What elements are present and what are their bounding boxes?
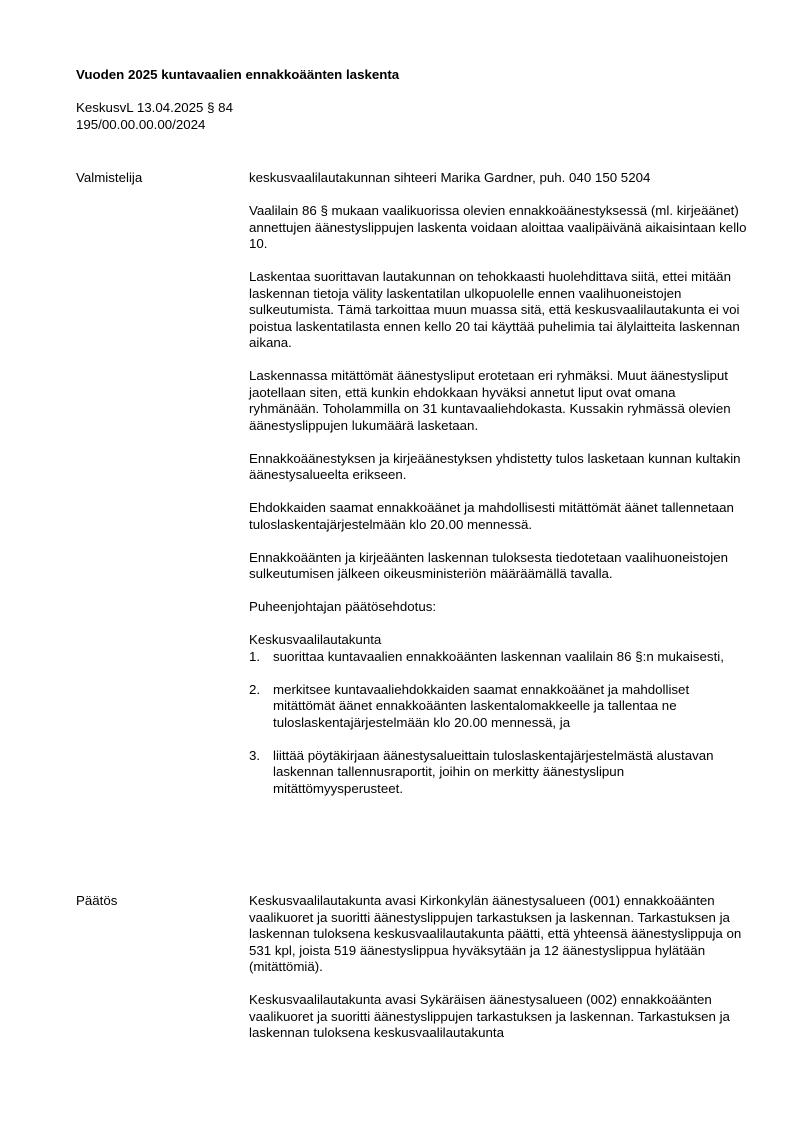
case-number: 195/00.00.00.00/2024: [76, 116, 206, 132]
paragraph: Laskentaa suorittavan lautakunnan on tehokkaasti huolehdittava siitä, ettei mitään laskennan tietoja välity laskentatilan ulkopuolelle ennen vaalihuoneistojen sulkeutumista. Tämä tarkoittaa muun muassa sitä, että keskusvaalilautakunta ei voi poistua laskentatilasta ennen kello 20 tai käyttää puhelimia tai älylaitteita laskennan aikana.: [249, 269, 740, 350]
list-item: [249, 649, 749, 666]
paragraph: Ennakkoäänestyksen ja kirjeäänestyksen yhdistetty tulos lasketaan kunnan kultakin äänestysalueelta erikseen.: [249, 450, 741, 482]
list-item: [249, 748, 749, 798]
meeting-reference: KeskusvL 13.04.2025 § 84: [76, 100, 233, 115]
list-item-number: 2.: [249, 681, 261, 697]
decision-section: [249, 893, 749, 1042]
preparer-info: keskusvaalilautakunnan sihteeri Marika Gardner, puh. 040 150 5204: [249, 170, 651, 185]
list-item-number: 3.: [249, 747, 261, 763]
list-item-text: merkitsee kuntavaaliehdokkaiden saamat ennakkoäänet ja mahdolliset mitättömät äänet ennakkoäänten laskentalomakkeelle ja tallentaa ne tuloslaskentajärjestelmään klo 20.00 mennessä, ja: [273, 681, 690, 730]
paragraph: Ennakkoäänten ja kirjeäänten laskennan tuloksesta tiedotetaan vaalihuoneistojen sulkeutumisen jälkeen oikeusministeriön määräämällä tavalla.: [249, 549, 729, 581]
document-title: Vuoden 2025 kuntavaalien ennakkoäänten laskenta: [76, 67, 400, 82]
proposal-heading: Puheenjohtajan päätösehdotus:: [249, 599, 437, 614]
paragraph: Vaalilain 86 § mukaan vaalikuorissa olevien ennakkoäänestyksessä (ml. kirjeäänet) annettujen äänestyslippujen laskenta voidaan aloittaa vaalipäivänä aikaisintaan kello 10.: [249, 203, 747, 251]
preparation-section: [249, 170, 749, 797]
decision-paragraph: Keskusvaalilautakunta avasi Kirkonkylän äänestysalueen (001) ennakkoäänten vaalikuoret ja suoritti äänestyslippujen tarkastuksen ja laskennan. Tarkastuksen ja laskennan tuloksena keskusvaalilautakunta päätti, että yhteensä äänestyslippuja on 531 kpl, joista 519 äänestyslippua hyväksytään ja 12 äänestyslippua hylätään (mitättömiä).: [249, 893, 742, 974]
decision-label: Päätös: [76, 893, 118, 908]
list-item: [249, 682, 749, 732]
proposal-intro: Keskusvaalilautakunta: [249, 632, 382, 647]
list-item-text: liittää pöytäkirjaan äänestysalueittain tuloslaskentajärjestelmästä alustavan laskennan tallennusraportit, joihin on merkitty äänestyslipun mitättömyysperusteet.: [273, 747, 714, 796]
preparer-label: Valmistelija: [76, 170, 143, 185]
paragraph: Laskennassa mitättömät äänestysliput erotetaan eri ryhmäksi. Muut äänestysliput jaotellaan siten, että kunkin ehdokkaan hyväksi annetut liput ovat omana ryhmänään. Toholammilla on 31 kuntavaaliehdokasta. Kussakin ryhmässä olevien äänestyslippujen lukumäärä lasketaan.: [249, 368, 731, 433]
document-meta: [76, 100, 233, 133]
proposal-list: [249, 649, 749, 798]
decision-paragraph: Keskusvaalilautakunta avasi Sykäräisen äänestysalueen (002) ennakkoäänten vaalikuoret ja suoritti äänestyslippujen tarkastuksen ja laskennan. Tarkastuksen ja laskennan tuloksena keskusvaalilautakunta: [249, 992, 730, 1040]
list-item-number: 1.: [249, 648, 261, 664]
paragraph: Ehdokkaiden saamat ennakkoäänet ja mahdollisesti mitättömät äänet tallennetaan tuloslaskentajärjestelmään klo 20.00 mennessä.: [249, 500, 734, 532]
list-item-text: suorittaa kuntavaalien ennakkoäänten laskennan vaalilain 86 §:n mukaisesti,: [273, 648, 724, 664]
